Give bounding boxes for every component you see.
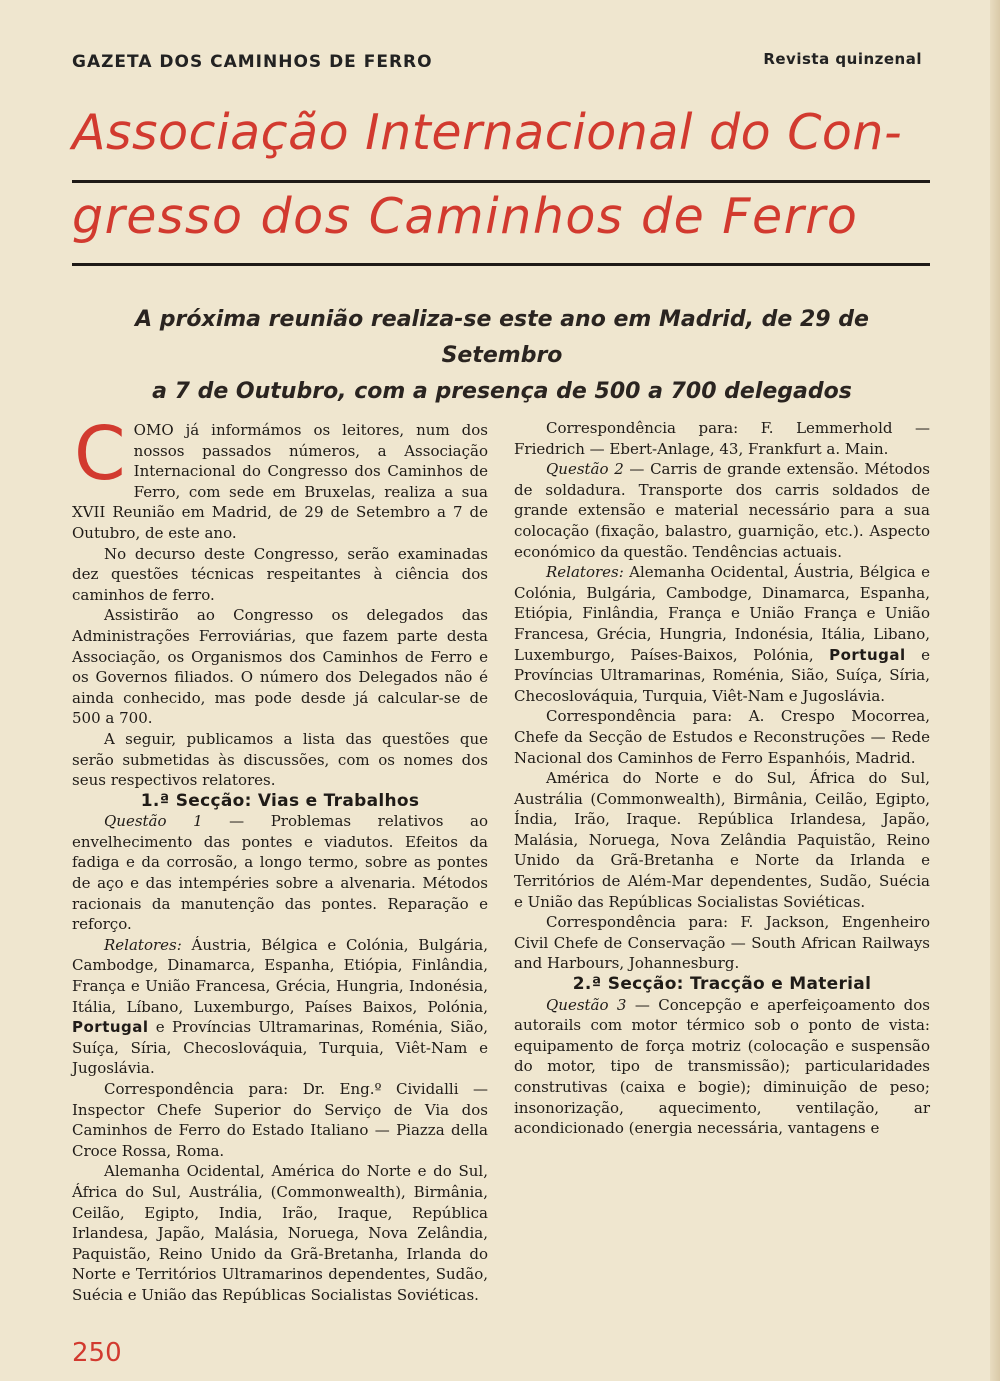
page-spine-edge — [990, 0, 1000, 1381]
subtitle-line-2: a 7 de Outubro, com a presença de 500 a 700 delegados — [152, 379, 852, 404]
intro-paragraph-2: No decurso deste Congresso, serão examinadas dez questões técnicas respeitantes à ciência dos caminhos de ferro. — [72, 544, 488, 604]
portugal-highlight-2: Portugal — [829, 645, 906, 664]
left-column — [72, 411, 488, 1306]
rapporteurs-text-b: e Províncias Ultramarinas, Roménia, Sião, Suíça, Síria, Checoslováquia, Turquia, Viêt-Nam e Jugoslávia. — [72, 1018, 488, 1078]
rapporteurs-label-2: Relatores: — [546, 563, 624, 582]
title-rule-bottom — [72, 263, 930, 266]
question-1-correspondence-1: Correspondência para: Dr. Eng.º Cividalli — Inspector Chefe Superior do Serviço de Via dos Caminhos de Ferro do Estado Italiano — Piazza della Croce Rossa, Roma. — [72, 1080, 488, 1160]
question-1-group-2: Alemanha Ocidental, América do Norte e do Sul, África do Sul, Austrália, (Commonwealth), Birmânia, Ceilão, Egipto, India, Irão, Iraque, República Irlandesa, Japão, Malásia, Noruega, Nova Zelândia, Paquistão, Reino Unido da Grã-Bretanha, Irlanda do Norte e Territórios Ultramarinos dependentes, Sudão, Suécia e União das Repúblicas Socialistas Soviéticas. — [72, 1162, 488, 1304]
question-2-correspondence-2: Correspondência para: F. Jackson, Engenheiro Civil Chefe de Conservação — South African Railways and Harbours, Johannesburg. — [514, 913, 930, 973]
question-3-text: — Concepção e aperfeiçoamento dos autorails com motor térmico sob o ponto de vista: equipamento de força motriz (colocação e suspensão do motor, tipo de transmissão); particularidades construtivas (caixa e bogie); diminuição de peso; insonorização, aquecimento, ventilação, ar acondicionado (energia necessária, vantagens e — [514, 995, 930, 1138]
question-1-text: — Problemas relativos ao envelhecimento das pontes e viadutos. Efeitos da fadiga e da corrosão, a longo termo, sobre as pontes de aço e das intempéries sobre a alvenaria. Métodos racionais da manutenção das pontes. Reparação e reforço. — [72, 812, 488, 934]
title-rule-top — [72, 180, 930, 183]
question-2-label: Questão 2 — [546, 460, 624, 479]
rapporteurs-text-a: Áustria, Bélgica e Colónia, Bulgária, Cambodge, Dinamarca, Espanha, Etiópia, Finlândia, França e União Francesa, Grécia, Hungria, Indonésia, Itália, Líbano, Luxemburgo, Países Baixos, Polónia, — [72, 935, 488, 1016]
title-line-2: gresso dos Caminhos de Ferro — [72, 188, 859, 245]
drop-cap: C — [74, 411, 126, 497]
intro-text-1: OMO já informámos os leitores, num dos nossos passados números, a Associação Internacional do Congresso dos Caminhos de Ferro, com sede em Bruxelas, realiza a sua XVII Reunião em Madrid, de 29 de Setembro a 7 de Outubro, de este ano. — [72, 421, 488, 542]
section-2-heading: 2.ª Secção: Tracção e Material — [572, 974, 872, 995]
question-3-label: Questão 3 — [546, 995, 627, 1014]
question-2 — [514, 459, 930, 562]
right-column — [514, 418, 930, 1139]
intro-paragraph-4: A seguir, publicamos a lista das questões que serão submetidas às discussões, com os nomes dos seus respectivos relatores. — [72, 729, 488, 790]
intro-paragraph-3: Assistirão ao Congresso os delegados das Administrações Ferroviárias, que fazem parte desta Associação, os Organismos dos Caminhos de Ferro e os Governos filiados. O número dos Delegados não é ainda conhecido, mas pode desde já calcular-se de 500 a 700. — [72, 606, 488, 728]
article-subtitle — [72, 302, 932, 410]
question-1 — [72, 811, 488, 935]
rapporteurs-label: Relatores: — [104, 935, 182, 954]
subtitle-line-1: A próxima reunião realiza-se este ano em Madrid, de 29 de Setembro — [135, 307, 869, 368]
question-2-rapporteurs — [514, 562, 930, 706]
portugal-highlight: Portugal — [72, 1018, 149, 1037]
intro-paragraph-1 — [72, 411, 488, 544]
question-1-rapporteurs — [72, 935, 488, 1079]
publication-name: GAZETA DOS CAMINHOS DE FERRO — [72, 52, 433, 72]
rapporteurs-2-text-b: e Províncias Ultramarinas, Roménia, Sião, Suíça, Síria, Checoslováquia, Turquia, Viêt-Nam e Jugoslávia. — [514, 645, 930, 705]
question-1-correspondence-2: Correspondência para: F. Lemmerhold — Friedrich — Ebert-Anlage, 43, Frankfurt a. Main. — [514, 419, 930, 458]
publication-frequency: Revista quinzenal — [763, 50, 922, 68]
title-line-1: Associação Internacional do Con- — [72, 104, 903, 161]
page-number: 250 — [72, 1338, 122, 1368]
question-1-label: Questão 1 — [104, 812, 203, 831]
question-2-correspondence-1: Correspondência para: A. Crespo Mocorrea, Chefe da Secção de Estudos e Reconstruções — Rede Nacional dos Caminhos de Ferro Espanhóis, Madrid. — [514, 707, 930, 767]
question-2-group-2: América do Norte e do Sul, África do Sul, Austrália (Commonwealth), Birmânia, Ceilão, Egipto, Índia, Irão, Iraque. República Irlandesa, Japão, Malásia, Noruega, Nova Zelândia Paquistão, Reino Unido da Grã-Bretanha e Norte da Irlanda e Territórios de Além-Mar dependentes, Sudão, Suécia e União das Repúblicas Socialistas Soviéticas. — [514, 769, 930, 911]
question-2-text: — Carris de grande extensão. Métodos de soldadura. Transporte dos carris soldados de grande extensão e material necessário para a sua colocação (fixação, balastro, guarnição, etc.). Aspecto económico da questão. Tendências actuais. — [514, 460, 930, 561]
section-1-heading: 1.ª Secção: Vias e Trabalhos — [140, 790, 420, 811]
question-3 — [514, 995, 930, 1139]
rapporteurs-2-text-a: Alemanha Ocidental, Áustria, Bélgica e Colónia, Bulgária, Cambodge, Dinamarca, Espanha, Etiópia, Finlândia, França e União França e União Francesa, Grécia, Hungria, Indonésia, Itália, Libano, Luxemburgo, Países-Baixos, Polónia, — [514, 563, 930, 664]
